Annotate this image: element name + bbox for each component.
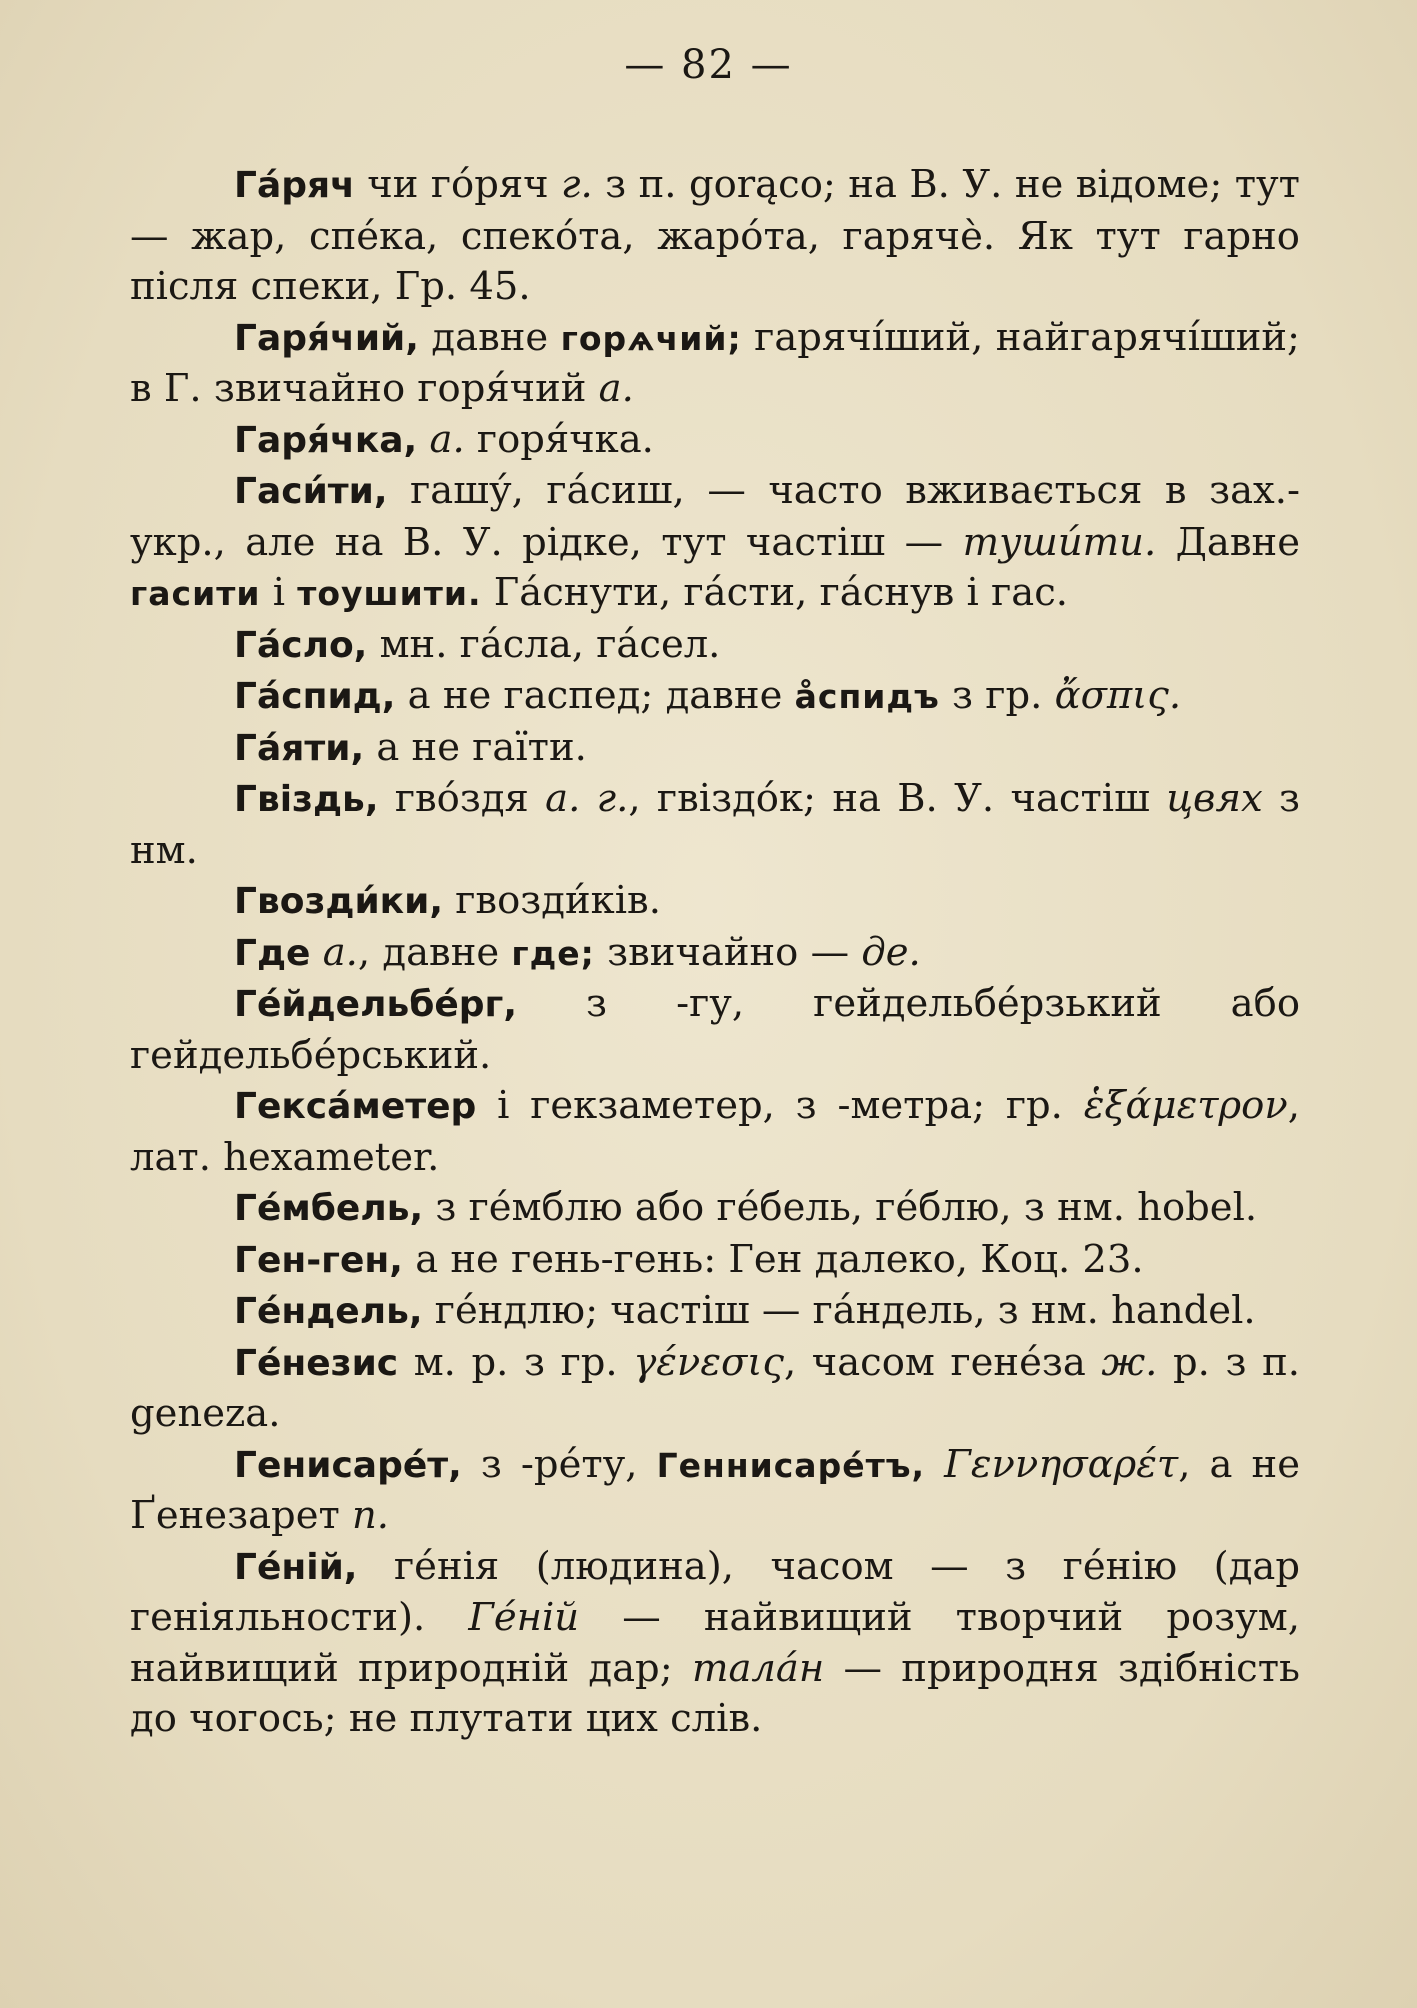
entry-text: чи гóряч (354, 162, 562, 207)
entry-headword: Гáспид, (234, 676, 396, 717)
entry-headword: Гéйдельбéрг, (234, 984, 518, 1025)
italic-text: ж. (1101, 1339, 1158, 1385)
entry-text: , гвіздóк; на В. У. частіш (628, 776, 1167, 821)
entry-text: горя́чка. (464, 416, 654, 462)
old-slavonic-form: Геннисарéтъ, (656, 1445, 926, 1485)
entry-text: , давне (357, 929, 512, 975)
italic-text: а. (429, 416, 465, 462)
dictionary-entry (130, 671, 1300, 723)
entry-headword: Гáяти, (234, 727, 365, 769)
entry-headword: Гаря́чка, (234, 419, 418, 461)
entry-text: з -рéту, (461, 1441, 657, 1487)
italic-text: а. (598, 366, 634, 411)
dictionary-entry (130, 1440, 1300, 1542)
dictionary-entry (130, 415, 1300, 467)
entry-text: Давне (1156, 519, 1300, 565)
entry-headword: Гексáметер (234, 1086, 477, 1127)
page-number: — 82 — (624, 42, 793, 88)
dictionary-entry (130, 774, 1300, 876)
italic-text: г. (561, 162, 593, 207)
entry-text: , часом генéза (783, 1339, 1102, 1385)
entry-headword: Гéндель, (234, 1291, 423, 1332)
entry-text: з п. gorąco; на В. У. не відоме; тут — жар, спéка, спекóта, жарóта, гарячѐ. Як тут гарно після спеки, Гр. 45. (130, 162, 1300, 309)
entry-text: гéнія (людина), часом — з гéнію (дар геніяльности). (130, 1543, 1300, 1640)
italic-text: талáн (691, 1645, 825, 1691)
dictionary-entry (130, 1183, 1300, 1235)
entry-text: , лат. hexameter. (130, 1083, 1300, 1180)
entry-text: гарячі́ший, найгарячі́ший; в Г. звичайно горя́чий (130, 314, 1300, 411)
entry-text: гвозди́ків. (443, 878, 661, 923)
old-slavonic-form: где; (511, 933, 595, 973)
entry-text: гашу́, гáсиш, — часто вживається в зах.-укр., але на В. У. рідке, тут частіш — (130, 468, 1300, 565)
entry-text: , а не Ґенезарет (130, 1441, 1300, 1538)
entry-headword: Гéнезис (234, 1342, 399, 1384)
dictionary-entry (130, 928, 1300, 980)
entry-headword: Ген-ген, (234, 1239, 403, 1281)
entry-text: а не гень-гень: Ген далеко, Коц. 23. (402, 1236, 1144, 1282)
entry-text: м. р. з гр. (398, 1339, 634, 1385)
entry-headword: Гéній, (234, 1546, 358, 1588)
entry-text: і гекзаметер, з -метра; гр. (476, 1083, 1084, 1128)
italic-text: ἄσπις. (1054, 673, 1182, 718)
dictionary-entry (130, 723, 1300, 775)
dictionary-entry (130, 979, 1300, 1081)
entry-headword: Гаси́ти, (234, 471, 388, 512)
entry-text: Гáснути, гáсти, гáснув і гас. (481, 570, 1069, 615)
italic-text: а. (322, 929, 358, 975)
dictionary-entry (130, 1286, 1300, 1338)
entry-text (310, 930, 322, 975)
entry-text: звичайно — (594, 929, 862, 975)
entry-headword: Гéмбель, (234, 1188, 424, 1229)
entry-text: — природня здібність до чогось; не плутати цих слів. (130, 1645, 1301, 1741)
dictionary-entry (130, 1081, 1300, 1183)
italic-text: Гéній (468, 1595, 580, 1640)
entry-text: і (260, 570, 298, 615)
entry-headword: Генисарéт, (234, 1444, 462, 1486)
entry-headword: Где (234, 932, 311, 974)
dictionary-entry (130, 313, 1300, 415)
entry-text: — найвищий творчий розум, найвищий природній дар; (130, 1595, 1300, 1691)
old-slavonic-form: горѧчий; (560, 318, 742, 358)
italic-text: а. г. (545, 776, 629, 821)
dictionary-entry (130, 1542, 1300, 1745)
dictionary-entry (130, 1338, 1300, 1440)
entry-text: з гéмблю або гéбель, гéблю, з нм. hobel. (423, 1185, 1258, 1230)
entry-text: з -гу, гейдельбéрзький або гейдельбéрський. (130, 981, 1300, 1078)
dictionary-entry (130, 466, 1300, 620)
old-slavonic-form: а̊спидъ (794, 677, 940, 716)
italic-text: п. (352, 1493, 390, 1538)
entry-text: гвóздя (378, 776, 546, 821)
old-slavonic-form: тоушити. (297, 574, 482, 613)
entry-text: мн. гáсла, гáсел. (367, 621, 721, 667)
italic-text: ἑξάμετρον (1083, 1083, 1288, 1128)
entry-headword: Гаря́чий, (234, 317, 419, 359)
dictionary-entry (130, 1235, 1300, 1287)
entry-text: з нм. (130, 776, 1300, 873)
dictionary-entry (130, 876, 1300, 928)
entry-text: з гр. (939, 673, 1055, 718)
italic-text: тушúти. (962, 519, 1157, 565)
entry-headword: Гáсло, (234, 624, 368, 666)
entry-text: гéндлю; частіш — гáндель, з нм. handel. (422, 1288, 1256, 1333)
italic-text: де. (861, 929, 921, 975)
entry-text (925, 1442, 944, 1487)
entry-text: давне (418, 314, 561, 360)
entry-headword: Гвозди́ки, (234, 881, 444, 922)
dictionary-entry (130, 160, 1300, 313)
entry-text (417, 417, 429, 462)
entry-text: а не гаспед; давне (395, 673, 795, 718)
italic-text: γένεσις (633, 1339, 784, 1385)
entry-text: а не гаїти. (364, 724, 587, 770)
old-slavonic-form: гасити (130, 574, 261, 613)
entry-headword: Гвіздь, (234, 779, 379, 820)
entry-text: р. з п. geneza. (130, 1339, 1301, 1436)
dictionary-entries (130, 160, 1300, 1745)
italic-text: Γεννησαρέτ (944, 1441, 1179, 1487)
entry-headword: Гáряч (234, 165, 355, 206)
italic-text: цвях (1166, 776, 1263, 821)
dictionary-entry (130, 620, 1300, 672)
